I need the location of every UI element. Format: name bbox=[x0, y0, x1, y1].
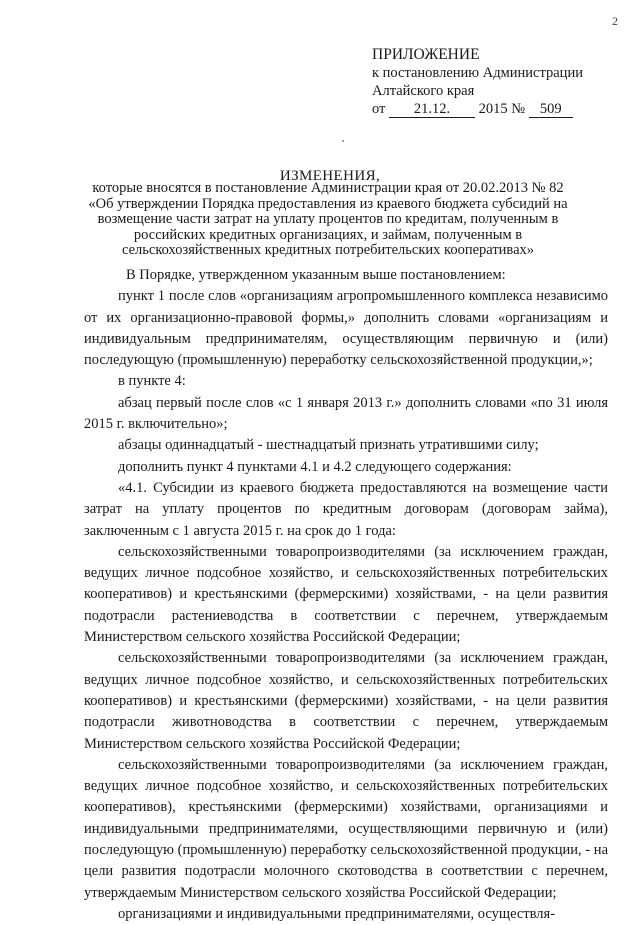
number-sign: № bbox=[511, 101, 526, 117]
scan-speck bbox=[342, 140, 344, 142]
document-subtitle: которые вносятся в постановление Администрации края от 20.02.2013 № 82 «Об утверждении Порядка предоставления из краевого бюджета субсидий на возмещение части затрат на уплату процентов по кредитам, полученным в российских кредитных организациях, и займам, полученным в сельскохозяйственных кредитных потребительских кооперативах» bbox=[88, 180, 568, 258]
paragraph: В Порядке, утвержденном указанным выше постановлением: bbox=[126, 267, 506, 283]
paragraph: в пункте 4: bbox=[118, 373, 186, 390]
from-label: от bbox=[372, 101, 386, 117]
paragraph: сельскохозяйственными товаропроизводителями (за исключением граждан, ведущих личное подсобное хозяйство, и сельскохозяйственных потребительских кооперативов), крестьянскими (фермерскими) хозяйствами, организациями и индивидуальными предпринимателями, осуществляющими первичную и (или) последующую (промышленную) переработку сельскохозяйственной продукции, - на цели развития подотрасли молочного скотоводства в соответствии с перечнем, утверждаемым Министерством сельского хозяйства Российской Федерации; bbox=[84, 756, 608, 901]
paragraph: абзацы одиннадцатый - шестнадцатый признать утратившими силу; bbox=[118, 437, 539, 454]
paragraph: абзац первый после слов «с 1 января 2013 г.» дополнить словами «по 31 июля 2015 г. включительно»; bbox=[84, 394, 608, 433]
decree-date: 21.12. bbox=[389, 101, 475, 118]
paragraph: организациями и индивидуальными предпринимателями, осуществля- bbox=[118, 905, 556, 922]
document-body bbox=[84, 265, 608, 925]
decree-year: 2015 bbox=[478, 101, 508, 117]
appendix-date-line bbox=[372, 100, 634, 118]
appendix-line2: Алтайского края bbox=[372, 83, 475, 99]
paragraph: сельскохозяйственными товаропроизводителями (за исключением граждан, ведущих личное подсобное хозяйство, и сельскохозяйственных потребительских кооперативов) и крестьянскими (фермерскими) хозяйствами, - на цели развития подотрасли растениеводства в соответствии с перечнем, утверждаемым Министерством сельского хозяйства Российской Федерации; bbox=[84, 543, 608, 646]
paragraph: дополнить пункт 4 пунктами 4.1 и 4.2 следующего содержания: bbox=[118, 458, 512, 475]
paragraph: «4.1. Субсидии из краевого бюджета предоставляются на возмещение части затрат на уплату процентов по кредитным договорам (договорам займа), заключенным с 1 августа 2015 г. на срок до 1 года: bbox=[84, 479, 608, 539]
appendix-block bbox=[372, 46, 634, 118]
appendix-line1: к постановлению Администрации bbox=[372, 65, 583, 81]
document-title: ИЗМЕНЕНИЯ, bbox=[279, 168, 381, 184]
page-number: 2 bbox=[612, 14, 618, 28]
paragraph: сельскохозяйственными товаропроизводителями (за исключением граждан, ведущих личное подсобное хозяйство, и сельскохозяйственных потребительских кооперативов) и крестьянскими (фермерскими) хозяйствами, - на цели развития подотрасли животноводства в соответствии с перечнем, утверждаемым Министерством сельского хозяйства Российской Федерации; bbox=[84, 650, 608, 752]
appendix-heading: ПРИЛОЖЕНИЕ bbox=[372, 46, 480, 63]
paragraph: пункт 1 после слов «организациям агропромышленного комплекса независимо от их организационно-правовой формы,» дополнить словами «организациям и индивидуальным предпринимателям, осуществляющим первичную и (или) последующую (промышленную) переработку сельскохозяйственной продукции,»; bbox=[84, 288, 608, 369]
decree-number: 509 bbox=[529, 101, 573, 118]
